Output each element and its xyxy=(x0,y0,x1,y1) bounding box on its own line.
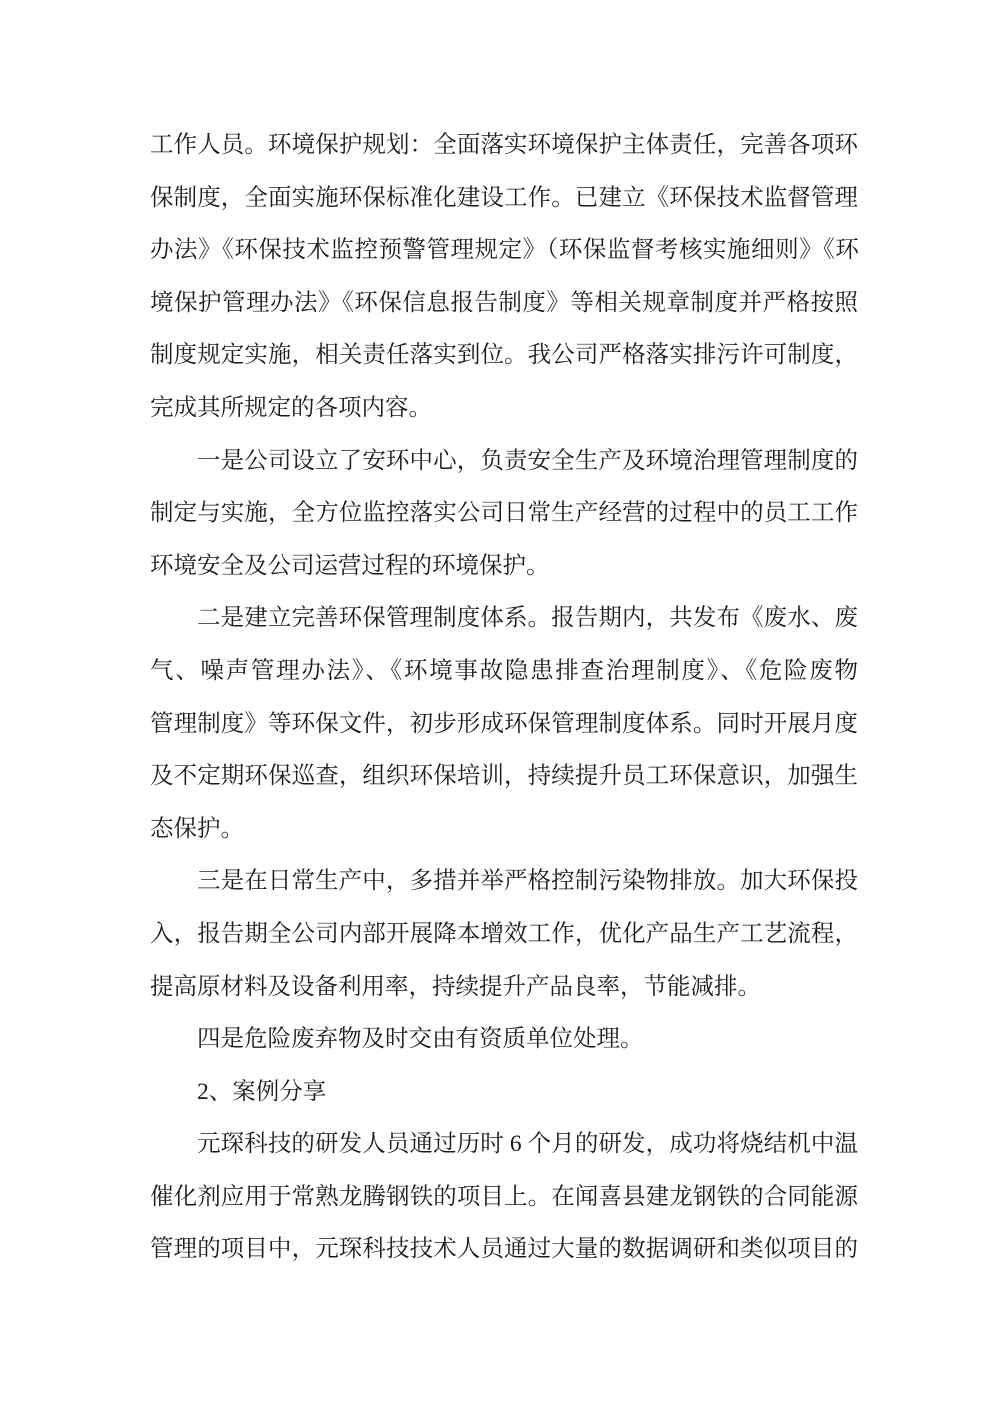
text-line: 环境安全及公司运营过程的环境保护。 xyxy=(150,552,550,579)
text-line: 境保护管理办法》《环保信息报告制度》等相关规章制度并严格按照 xyxy=(150,289,858,316)
text-line: 管理制度》等环保文件，初步形成环保管理制度体系。同时开展月度 xyxy=(150,710,858,737)
text-block xyxy=(150,119,858,1276)
text-line: 2、案例分享 xyxy=(197,1078,327,1105)
text-line: 气、噪声管理办法》、《环境事故隐患排查治理制度》、《危险废物 xyxy=(150,657,858,684)
text-line: 工作人员。环境保护规划：全面落实环境保护主体责任，完善各项环 xyxy=(150,132,858,158)
text-line: 态保护。 xyxy=(150,815,244,842)
text-line: 制度规定实施，相关责任落实到位。我公司严格落实排污许可制度， xyxy=(150,342,858,369)
text-line: 保制度，全面实施环保标准化建设工作。已建立《环保技术监督管理 xyxy=(150,184,858,211)
text-line: 入，报告期全公司内部开展降本增效工作，优化产品生产工艺流程， xyxy=(150,920,858,947)
text-line: 元琛科技的研发人员通过历时 6 个月的研发，成功将烧结机中温 xyxy=(197,1131,858,1158)
text-line: 一是公司设立了安环中心，负责安全生产及环境治理管理制度的 xyxy=(197,447,858,474)
text-line: 四是危险废弃物及时交由有资质单位处理。 xyxy=(197,1026,644,1053)
text-line: 三是在日常生产中，多措并举严格控制污染物排放。加大环保投 xyxy=(197,868,858,895)
text-line: 二是建立完善环保管理制度体系。报告期内，共发布《废水、废 xyxy=(197,605,858,632)
text-line: 管理的项目中，元琛科技技术人员通过大量的数据调研和类似项目的 xyxy=(150,1236,858,1263)
text-line: 及不定期环保巡查，组织环保培训，持续提升员工环保意识，加强生 xyxy=(150,763,858,790)
text-line: 制定与实施，全方位监控落实公司日常生产经营的过程中的员工工作 xyxy=(150,500,858,527)
text-line: 提高原材料及设备利用率，持续提升产品良率，节能减排。 xyxy=(150,973,761,1000)
text-line: 办法》《环保技术监控预警管理规定》（环保监督考核实施细则》《环 xyxy=(150,237,858,264)
text-line: 完成其所规定的各项内容。 xyxy=(150,394,432,421)
text-line: 催化剂应用于常熟龙腾钢铁的项目上。在闻喜县建龙钢铁的合同能源 xyxy=(150,1183,858,1210)
